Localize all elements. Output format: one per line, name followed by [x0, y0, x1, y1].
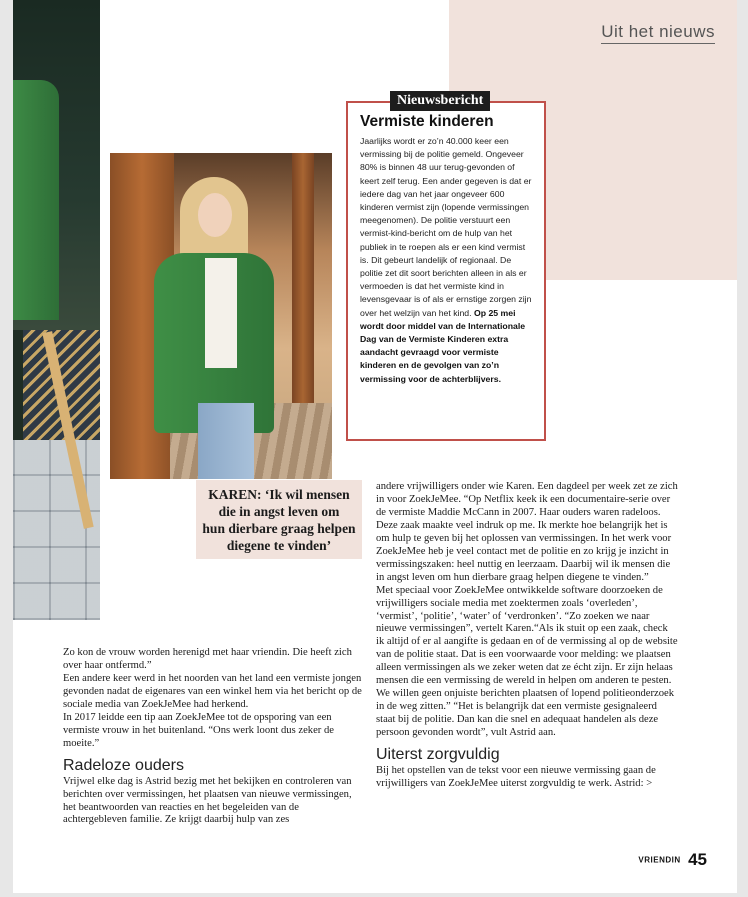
photo-caption: [196, 480, 362, 559]
news-box: [346, 93, 546, 441]
paragraph: Met speciaal voor ZoekJeMee ontwikkelde software doorzoeken de vrijwilligers sociale media met zoektermen zoals ‘overleden’, ‘vermist’, ‘politie’, ‘water’ of ‘verdronken’. “Zo zoeken we naar nieuwe vermissingen”, vertelt Karen.“Als ik stuit op een zaak, check ik altijd of er al aangifte is gedaan en of de vermissing al op de website van de politie staat. Dat is een voorwaarde voor melding: we plaatsen alleen vermissingen als we zeker weten dat ze écht zijn. Er zijn helaas mensen die een vermissing de wereld in helpen om anderen te pesten. We willen geen onjuiste berichten plaatsen of lopend politieonderzoek in de weg zitten.” “Het is belangrijk dat een vermiste gesignaleerd staat bij de politie. Dan kan die snel en adequaat handelen als deze persoon gevonden wordt”, vult Astrid aan.: [376, 584, 678, 739]
paragraph: Een andere keer werd in het noorden van het land een vermiste jongen gevonden nadat de eigenares van een winkel hem via het bericht op de sociale media van ZoekJeMee had herkend.: [63, 672, 362, 710]
left-column: [63, 647, 363, 827]
paragraph: andere vrijwilligers onder wie Karen. Een dagdeel per week zet ze zich in voor ZoekJeMee. “Op Netflix keek ik een documentaire-serie over de vermiste Maddie McCann in 2007. Haar ouders waren radeloos. Deze zaak maakte veel indruk op me. Ik merkte hoe belangrijk het is om hulp te geven bij het oplossen van vermissingen. In het werk voor ZoekJeMee heb je veel contact met de politie en zo krijg je inzicht in vermissingszaken: heel nuttig en leerzaam. Daarbij wil ik mensen die in angst leven om hun dierbare graag helpen diegene te vinden.”: [376, 481, 678, 583]
paragraph: Bij het opstellen van de tekst voor een nieuwe vermissing gaan de vrijwilligers van ZoekJeMee uiterst zorgvuldig te werk. Astrid: >: [376, 765, 656, 790]
page-number: 45: [688, 850, 707, 869]
caption-line: KAREN: ‘Ik wil mensen: [208, 487, 350, 502]
magazine-name: VRIENDIN: [638, 855, 681, 865]
caption-line: hun dierbare graag helpen: [202, 521, 356, 536]
left-photo-strip: [13, 0, 100, 620]
news-title: Vermiste kinderen: [360, 113, 494, 130]
news-bold-text: Op 25 mei wordt door middel van de Internationale Dag van de Vermiste Kinderen extra aandacht gevraagd voor vermiste kinderen en de gevolgen van zo’n vermissing voor de achterblijvers.: [360, 307, 526, 384]
news-tag: Nieuwsbericht: [390, 91, 490, 111]
right-column: [376, 481, 678, 791]
page-footer: [638, 850, 707, 870]
paragraph: Vrijwel elke dag is Astrid bezig met het bekijken en controleren van berichten over vermissingen, het plaatsen van nieuwe vermissingen, het beantwoorden van reacties en het begeleiden van de achtergebleven familie. Ze krijgt daarbij hulp van zes: [63, 775, 352, 826]
subheading: Uiterst zorgvuldig: [376, 746, 500, 764]
portrait-photo: [110, 153, 332, 479]
caption-line: diegene te vinden’: [226, 538, 332, 553]
section-title: Uit het nieuws: [601, 22, 715, 44]
subheading: Radeloze ouders: [63, 756, 184, 774]
news-body: Jaarlijks wordt er zo’n 40.000 keer een vermissing bij de politie gemeld. Ongeveer 80% is binnen 48 uur terug-gevonden of keert zelf terug. Een ander gegeven is dat er iedere dag van het jaar ongeveer 600 kinderen vermist zijn (lopende vermissingen meegenomen). De politie verstuurt een vermist-kind-bericht om de hulp van het publiek in te roepen als er een kind vermist is. Dit gebeurt landelijk of regionaal. De politie zet dit soort berichten alleen in als er vermoeden is dat het vermiste kind in levensgevaar is of als er ernstige zorgen zijn over het welzijn van het kind. Op 25 mei wordt door middel van de Internationale Dag van de Vermiste Kinderen extra aandacht gevraagd voor vermiste kinderen en de gevolgen van zo’n vermissing voor de achterblijvers.: [360, 136, 532, 384]
paragraph: Zo kon de vrouw worden herenigd met haar vriendin. Die heeft zich over haar ontfermd.”: [63, 647, 352, 671]
paragraph: In 2017 leidde een tip aan ZoekJeMee tot de opsporing van een vermiste vrouw in het buitenland. “Ons werk loont dus zeker de moeite.”: [63, 711, 334, 749]
magazine-page: [13, 0, 737, 893]
caption-line: die in angst leven om: [218, 504, 340, 519]
continue-arrow-icon: >: [646, 778, 653, 790]
